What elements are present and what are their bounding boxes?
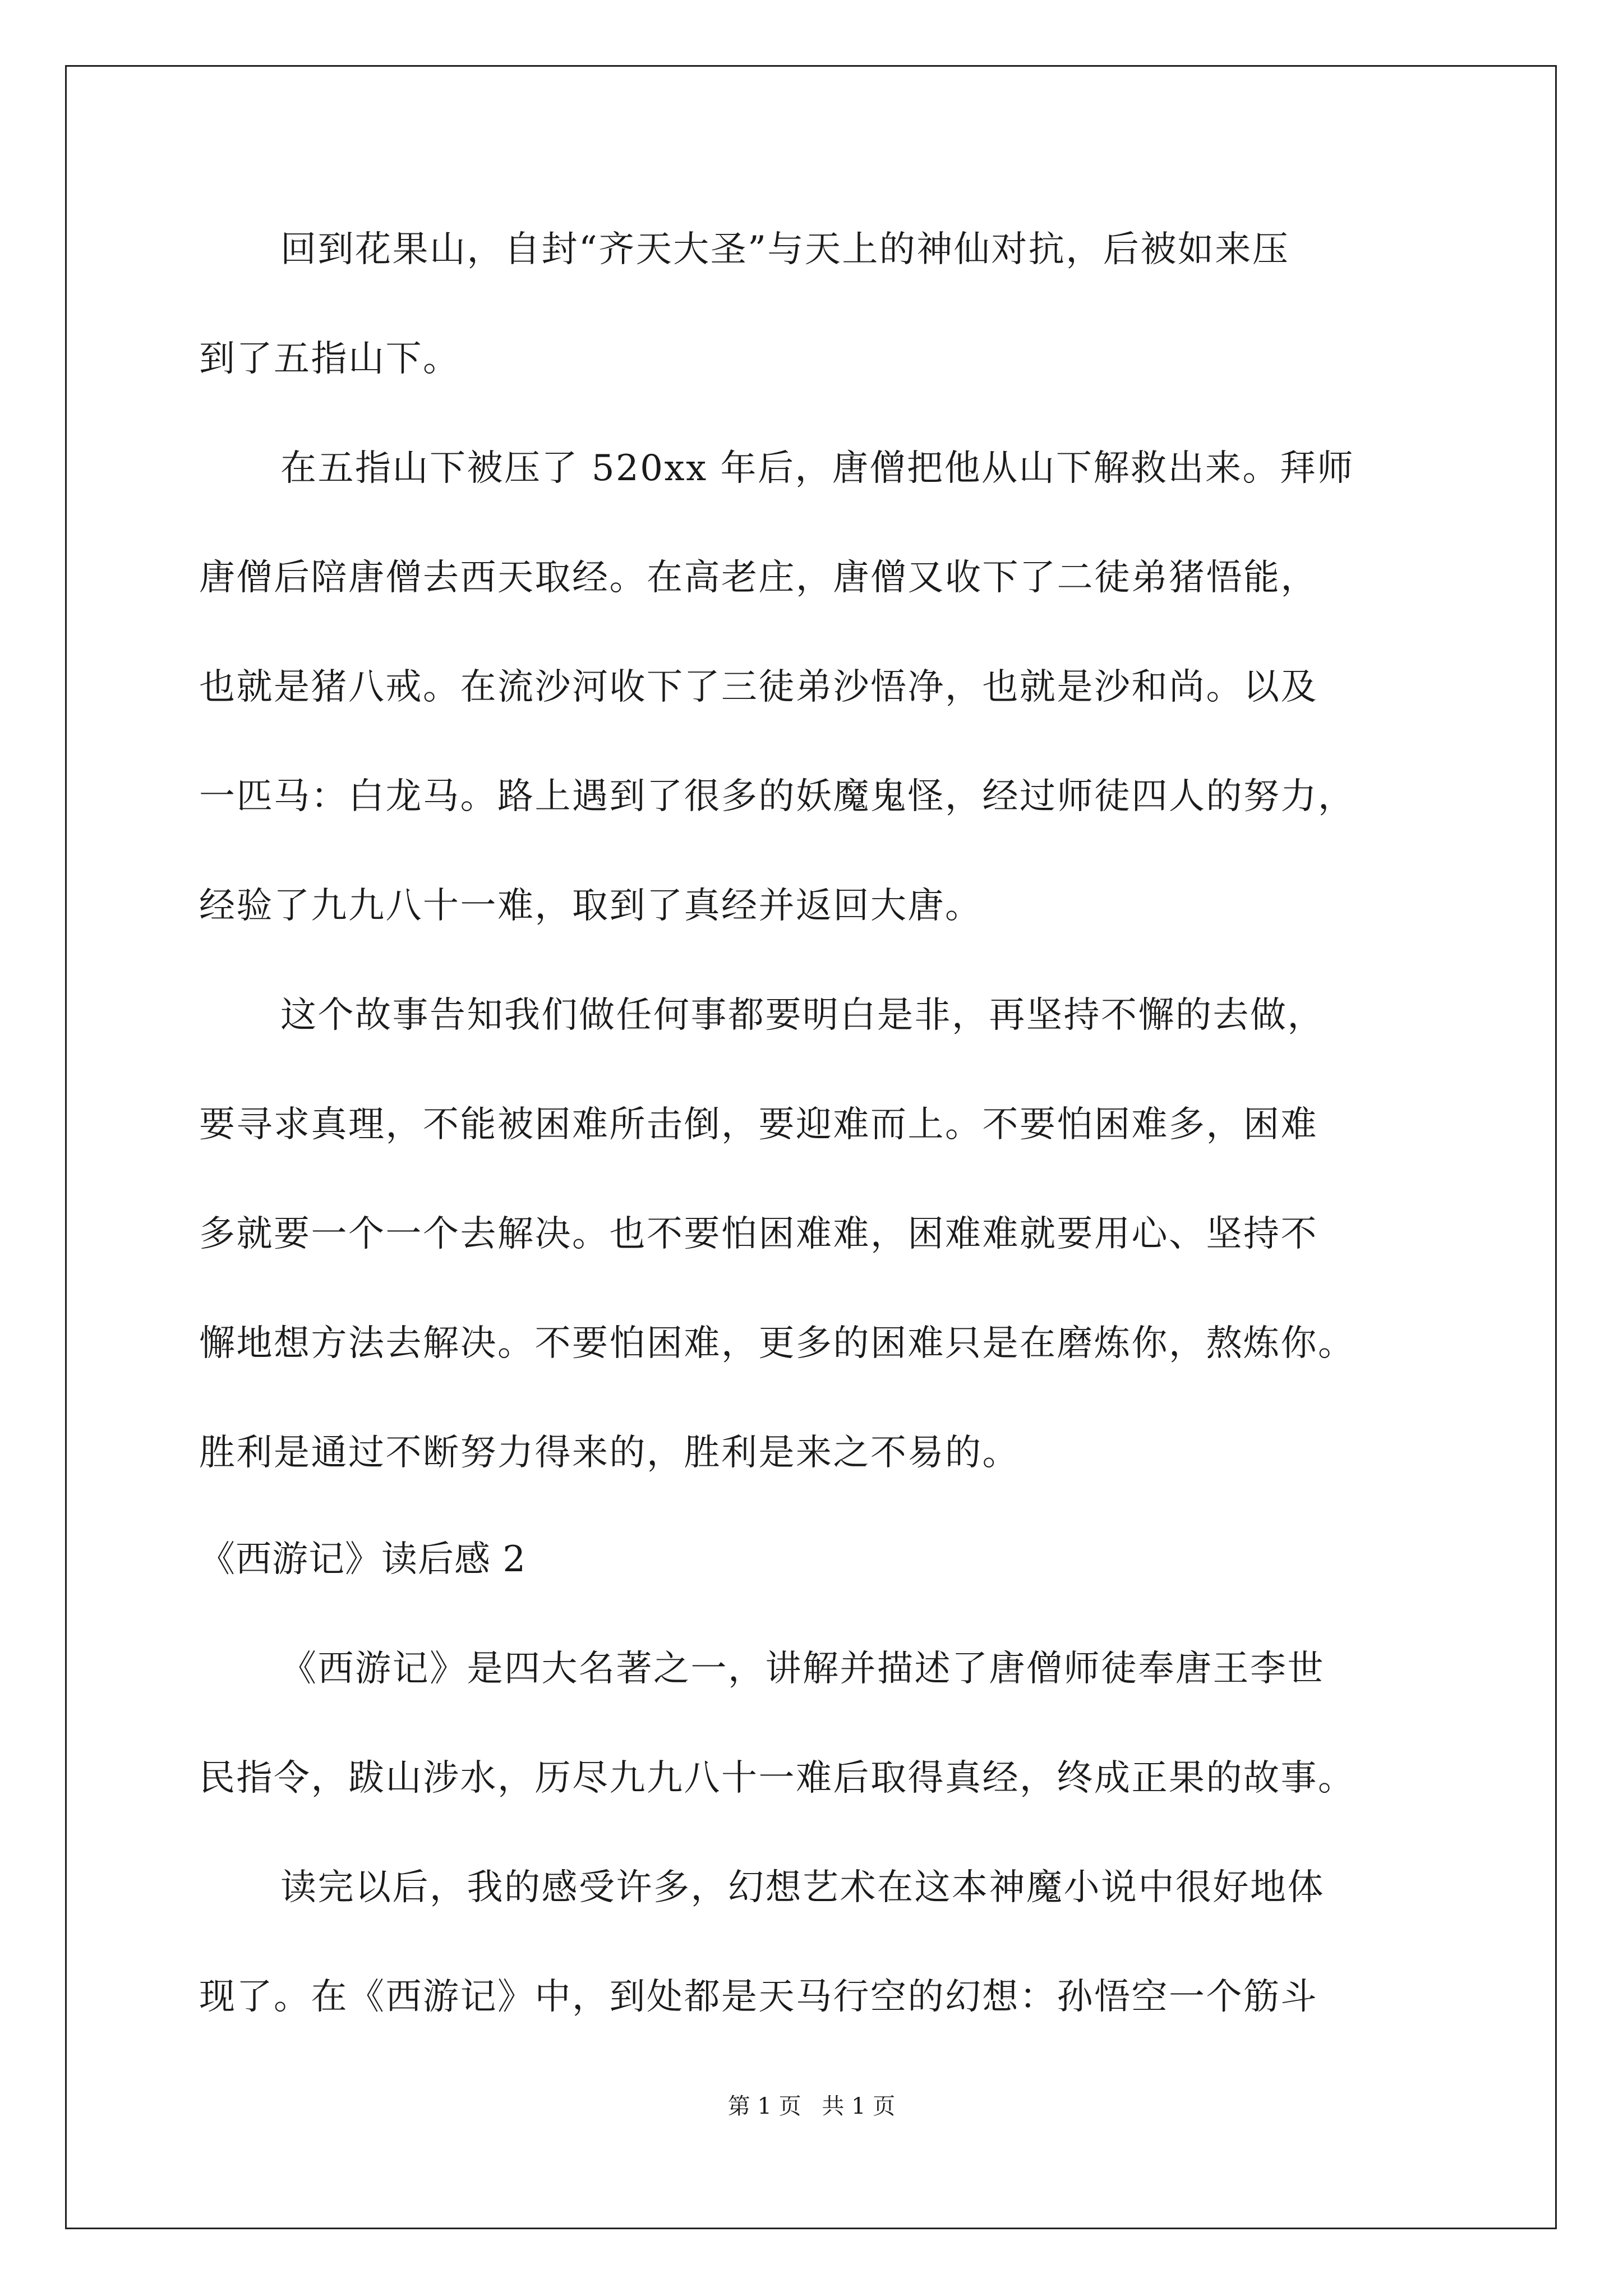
text-line: 多就要一个一个去解决。也不要怕困难难，困难难就要用心、坚持不 xyxy=(199,1213,1318,1255)
text-line: 读完以后，我的感受许多，幻想艺术在这本神魔小说中很好地体 xyxy=(280,1867,1325,1908)
text-line: 懈地想方法去解决。不要怕困难，更多的困难只是在磨炼你，熬炼你。 xyxy=(199,1323,1355,1364)
text-line: 也就是猪八戒。在流沙河收下了三徒弟沙悟净，也就是沙和尚。以及 xyxy=(199,666,1318,708)
text-line: 经验了九九八十一难，取到了真经并返回大唐。 xyxy=(199,885,983,927)
section-heading: 《西游记》读后感 2 xyxy=(199,1539,527,1580)
text-line: 现了。在《西游记》中，到处都是天马行空的幻想：孙悟空一个筋斗 xyxy=(199,1976,1318,2018)
text-line: 胜利是通过不断努力得来的，胜利是来之不易的。 xyxy=(199,1432,1020,1474)
text-line: 一匹马：白龙马。路上遇到了很多的妖魔鬼怪，经过师徒四人的努力， xyxy=(199,776,1355,817)
page-footer xyxy=(0,2092,1623,2120)
text-line: 唐僧后陪唐僧去西天取经。在高老庄，唐僧又收下了二徒弟猪悟能， xyxy=(199,557,1318,599)
page-number: 第 1 页 xyxy=(727,2093,801,2119)
text-line: 民指令，跋山涉水，历尽九九八十一难后取得真经，终成正果的故事。 xyxy=(199,1757,1355,1799)
text-line: 在五指山下被压了 520xx 年后，唐僧把他从山下解救出来。拜师 xyxy=(280,448,1355,489)
text-line: 要寻求真理，不能被困难所击倒，要迎难而上。不要怕困难多，困难 xyxy=(199,1104,1318,1145)
page-total: 共 1 页 xyxy=(822,2093,896,2119)
text-line: 这个故事告知我们做任何事都要明白是非，再坚持不懈的去做， xyxy=(280,995,1325,1036)
text-line: 回到花果山，自封“齐天大圣”与天上的神仙对抗，后被如来压 xyxy=(280,229,1290,270)
text-line: 到了五指山下。 xyxy=(199,338,460,380)
text-line: 《西游记》是四大名著之一，讲解并描述了唐僧师徒奉唐王李世 xyxy=(280,1648,1325,1690)
